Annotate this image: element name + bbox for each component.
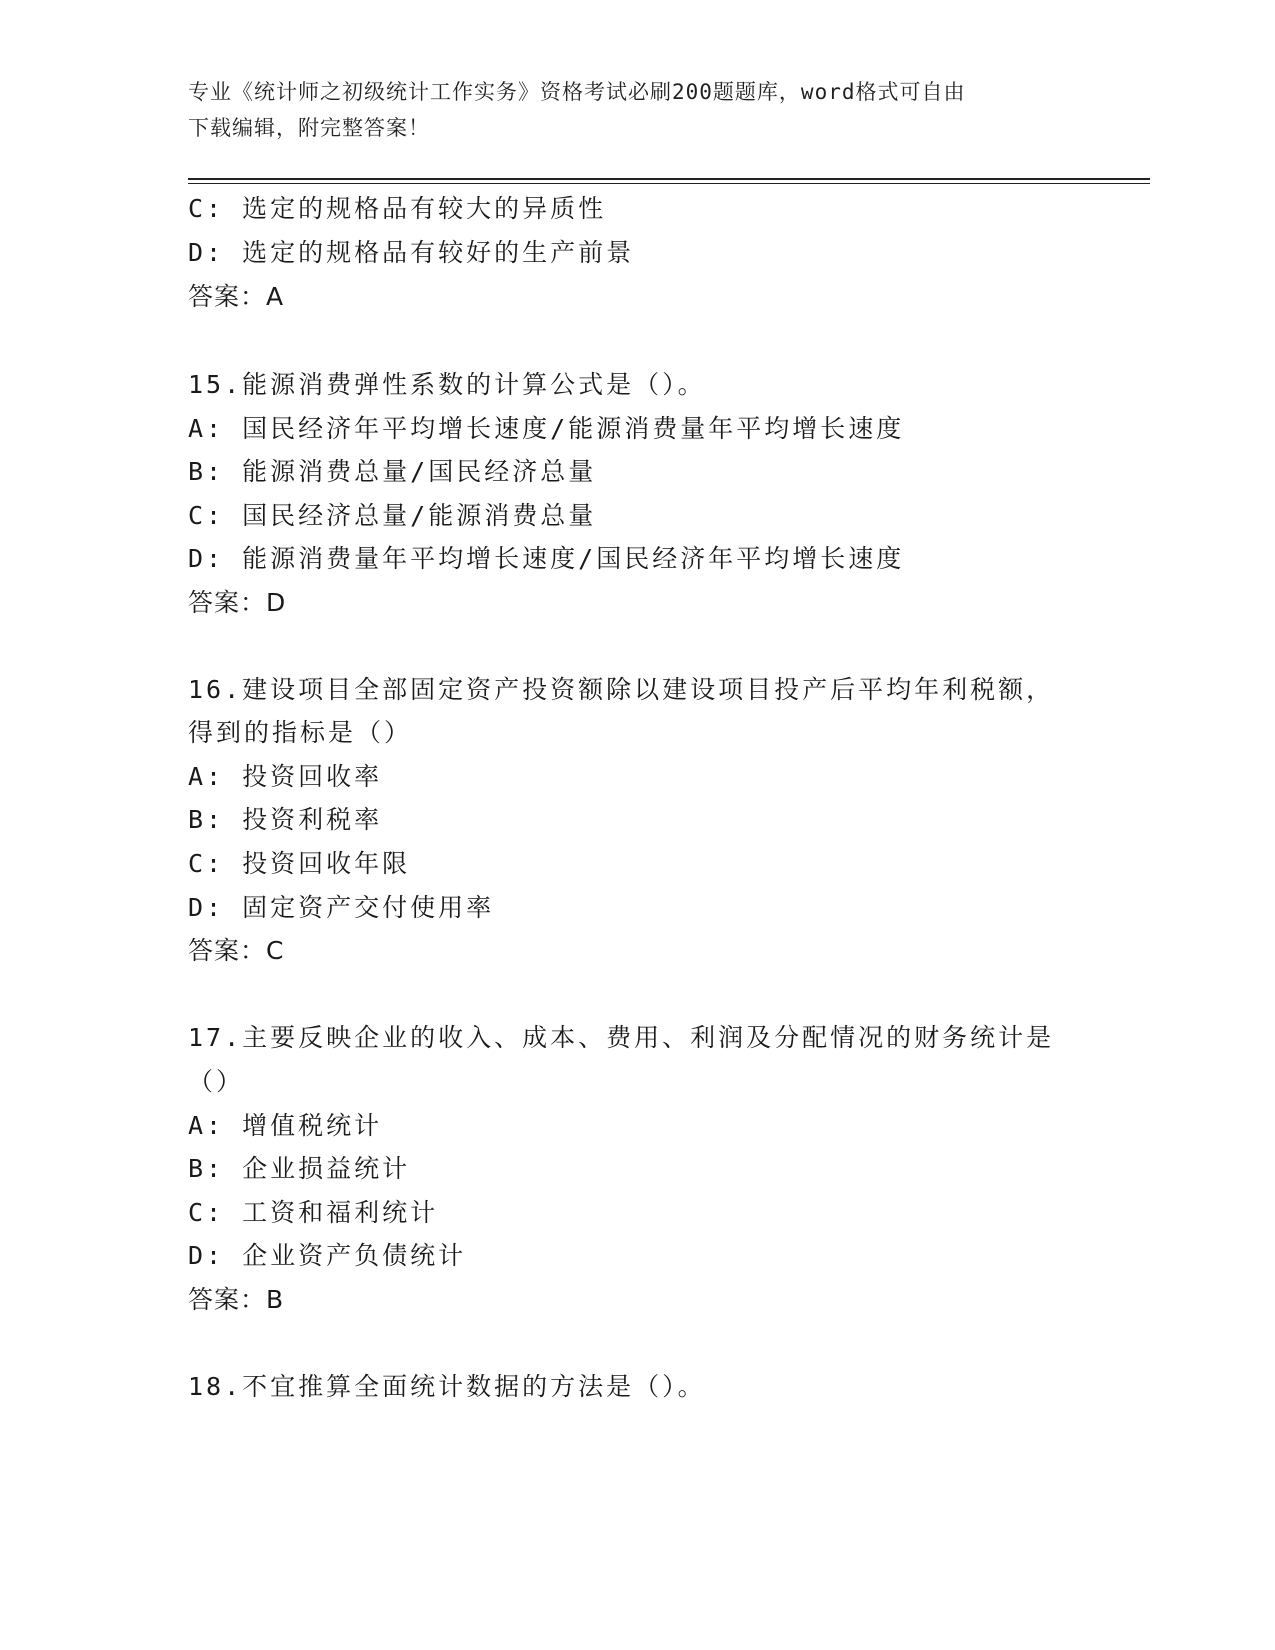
- header-divider-thin: [188, 183, 1150, 184]
- q15-option-a: A: 国民经济年平均增长速度/能源消费量年平均增长速度: [188, 414, 905, 443]
- q15-option-c: C: 国民经济总量/能源消费总量: [188, 501, 597, 530]
- q16-option-b: B: 投资利税率: [188, 805, 383, 834]
- q15-answer: 答案：D: [188, 588, 287, 617]
- q17-answer: 答案：B: [188, 1285, 285, 1314]
- q15-question: 15.能源消费弹性系数的计算公式是（）。: [188, 370, 706, 399]
- q15-option-b: B: 能源消费总量/国民经济总量: [188, 457, 597, 486]
- header-title-line-2: 下载编辑，附完整答案！: [188, 116, 430, 140]
- q16-option-c: C: 投资回收年限: [188, 849, 411, 878]
- q14-option-d: D: 选定的规格品有较好的生产前景: [188, 238, 635, 267]
- q17-question-line-2: （）: [188, 1067, 245, 1096]
- q16-answer: 答案：C: [188, 936, 285, 965]
- document-header: [188, 74, 1088, 146]
- q16-question-line-2: 得到的指标是（）: [188, 718, 413, 747]
- q15-option-d: D: 能源消费量年平均增长速度/国民经济年平均增长速度: [188, 544, 905, 573]
- q17-option-a: A: 增值税统计: [188, 1111, 383, 1140]
- header-divider-thick: [188, 178, 1150, 180]
- q17-option-d: D: 企业资产负债统计: [188, 1241, 467, 1270]
- q18-question: 18.不宜推算全面统计数据的方法是（）。: [188, 1372, 706, 1401]
- q14-answer: 答案：A: [188, 282, 285, 311]
- q16-question-line-1: 16.建设项目全部固定资产投资额除以建设项目投产后平均年利税额，: [188, 675, 1055, 704]
- q16-option-d: D: 固定资产交付使用率: [188, 893, 495, 922]
- q17-option-c: C: 工资和福利统计: [188, 1198, 439, 1227]
- header-title-line-1: 专业《统计师之初级统计工作实务》资格考试必刷200题题库，word格式可自由: [188, 80, 966, 104]
- q17-option-b: B: 企业损益统计: [188, 1154, 411, 1183]
- q16-option-a: A: 投资回收率: [188, 762, 383, 791]
- q14-option-c: C: 选定的规格品有较大的异质性: [188, 194, 607, 223]
- q17-question-line-1: 17.主要反映企业的收入、成本、费用、利润及分配情况的财务统计是: [188, 1023, 1055, 1052]
